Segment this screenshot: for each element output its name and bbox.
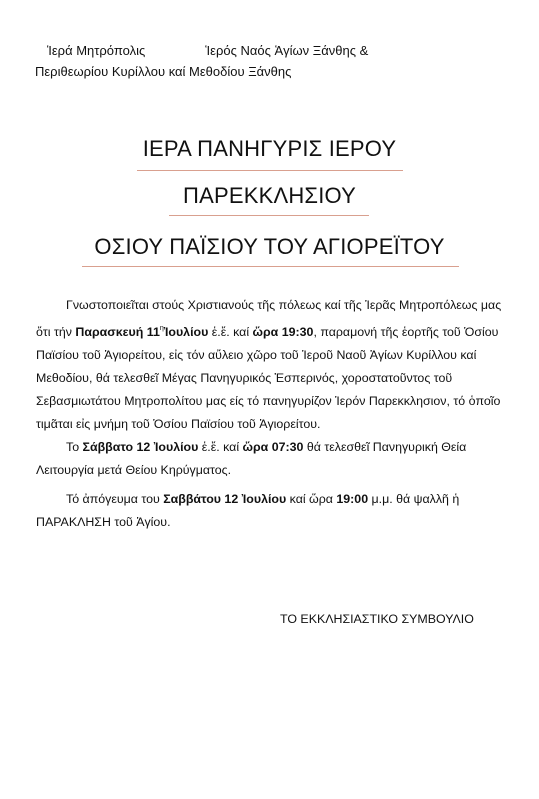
day-ordinal: η: [159, 325, 164, 332]
title-line-1: ΙΕΡΑ ΠΑΝΗΓΥΡΙΣ ΙΕΡΟΥ: [142, 136, 397, 161]
church-name: Ἱερός Ναός Ἁγίων Ξάνθης &: [205, 43, 369, 58]
title-line-3: ΟΣΙΟΥ ΠΑΪΣΙΟΥ ΤΟΥ ΑΓΙΟΡΕΪΤΟΥ: [94, 234, 445, 259]
supplication-date: Σαββάτου 12 Ἰουλίου: [163, 492, 287, 506]
vespers-time: ὥρα 19:30: [252, 325, 314, 339]
vespers-month: Ἰουλίου: [163, 325, 209, 339]
p2-text-3: θά τελεσθεῖ Πανηγυρική Θεία Λειτουργία μετά Θείου Κηρύγματος.: [36, 440, 467, 477]
p1-text-2: ἑ.ἔ. καί: [208, 325, 253, 339]
paragraph-liturgy: [36, 436, 504, 482]
vespers-day: Παρασκευή 11: [75, 325, 160, 339]
liturgy-time: ὥρα 07:30: [242, 440, 304, 454]
document-header: [35, 40, 515, 82]
paragraph-supplication: [36, 488, 504, 534]
p3-text-2: καί ὥρα: [286, 492, 337, 506]
p3-text-1: Τό ἀπόγευμα του: [66, 492, 164, 506]
header-line-1: [35, 40, 515, 61]
metropolis-name: Ἱερά Μητρόπολις: [47, 43, 146, 58]
liturgy-date: Σάββατο 12 Ἰουλίου: [82, 440, 199, 454]
paragraph-vespers: [36, 294, 504, 436]
header-line-2: Περιθεωρίου Κυρίλλου καί Μεθοδίου Ξάνθης: [35, 64, 292, 79]
council-signature: ΤΟ ΕΚΚΛΗΣΙΑΣΤΙΚΟ ΣΥΜΒΟΥΛΙΟ: [280, 612, 474, 626]
title-underline-3: [82, 266, 459, 267]
title-underline-2: [169, 215, 369, 216]
p2-text-1: Το: [66, 440, 83, 454]
title-underline-1: [137, 170, 403, 171]
p1-text-3: , παραμονή τῆς ἑορτῆς τοῦ Ὁσίου Παϊσίου τοῦ Ἁγιορείτου, εἰς τόν αὔλειο χῶρο τοῦ Ἱεροῦ Ναοῦ Ἁγίων Κυρίλλου καί Μεθοδίου, θά τελεσθεῖ Μέγας Πανηγυρικός Ἑσπερινός, χοροστατοῦντος τοῦ Σεβασμιωτάτου Μητροπολίτου μας είς τό πανηγυρίζον Ἱερόν Παρεκκλησιον, τό ὁποῖο τιμᾶται εἰς μνήμη τοῦ Ὁσίου Παϊσίου τοῦ Ἁγιορείτου.: [36, 325, 501, 431]
p2-text-2: ἑ.ἔ. καί: [198, 440, 243, 454]
title-line-2: ΠΑΡΕΚΚΛΗΣΙΟΥ: [182, 183, 357, 208]
p3-text-3: μ.μ. θά ψαλλῆ ἡ ΠΑΡΑΚΛΗΣΗ τοῦ Ἁγίου.: [36, 492, 460, 529]
p1-text-1: Γνωστοποιεῖται στούς Χριστιανούς τῆς πόλεως καί τῆς Ἱερᾶς Μητροπόλεως μας ὅτι τήν: [36, 298, 502, 339]
announcement-body: [36, 294, 504, 534]
supplication-time: 19:00: [336, 492, 369, 506]
